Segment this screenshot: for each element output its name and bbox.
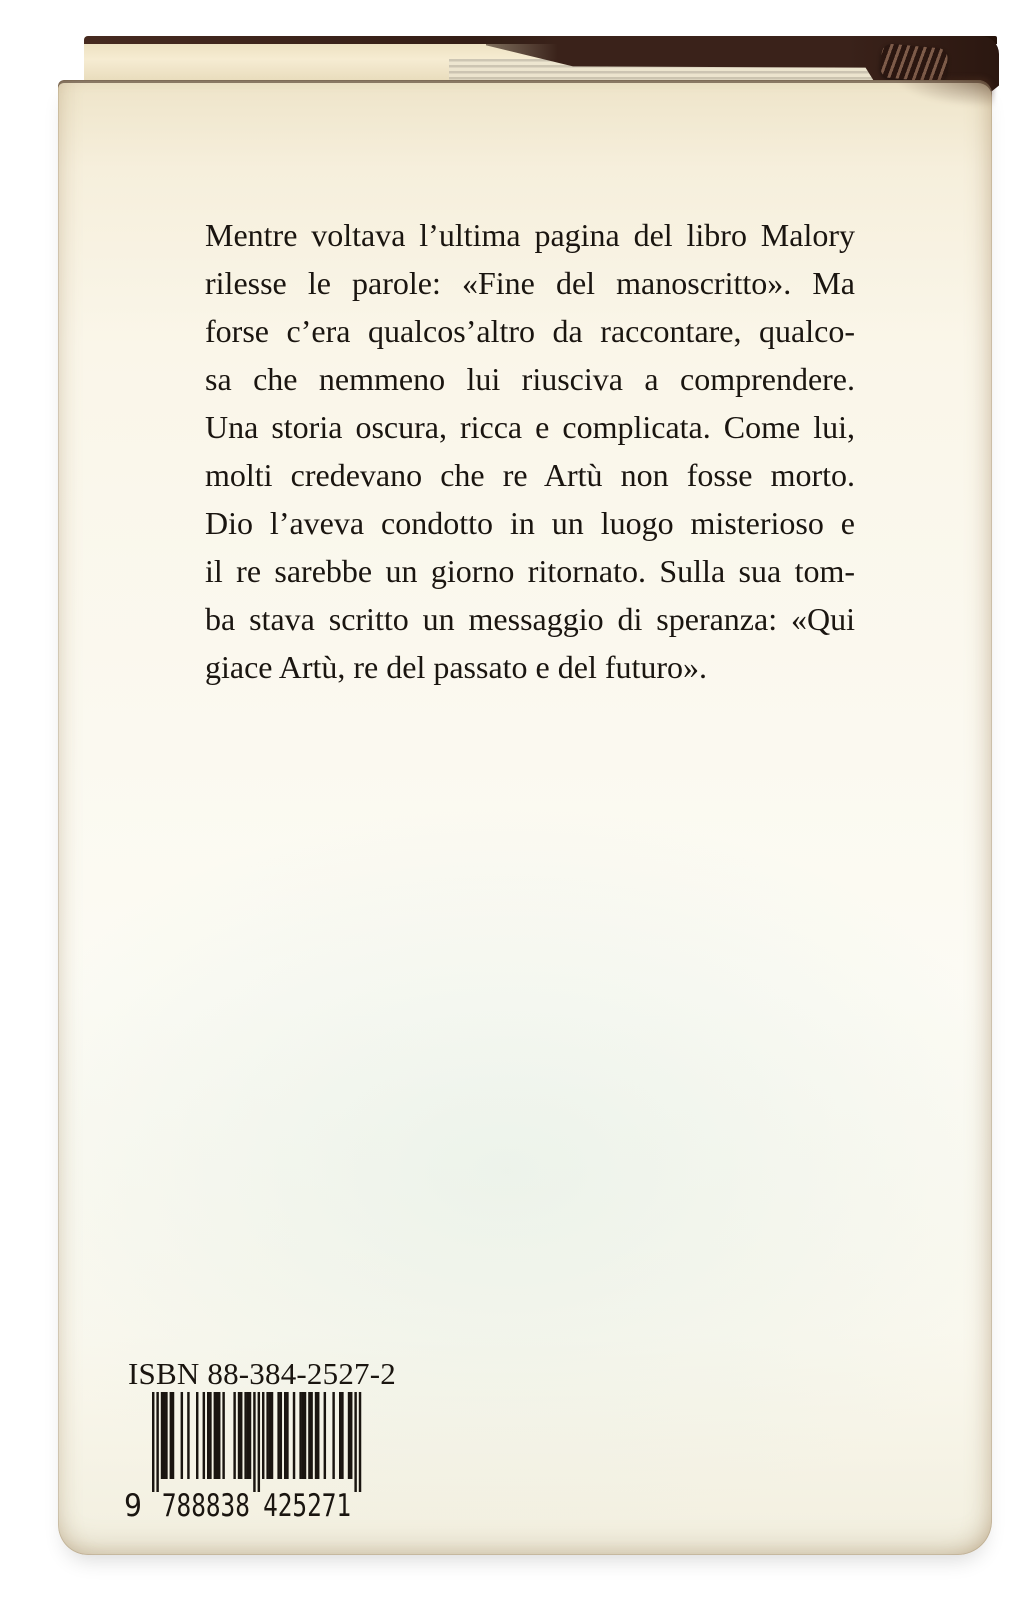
book-back-cover: [58, 80, 992, 1555]
blurb-line: Mentre voltava l’ultima pagina del libro Malory: [205, 217, 855, 253]
blurb-line: il re sarebbe un giorno ritornato. Sulla sua tom-: [205, 553, 855, 589]
blurb-line: ba stava scritto un messaggio di speranza: «Qui: [205, 601, 855, 637]
blurb-line: molti credevano che re Artù non fosse morto.: [205, 457, 855, 493]
blurb-line: sa che nemmeno lui riusciva a comprendere.: [205, 361, 855, 397]
blurb-line: giace Artù, re del passato e del futuro».: [205, 649, 708, 685]
blurb-text: [205, 211, 855, 691]
svg-text:9: 9: [124, 1488, 142, 1524]
top-right-corner-shadow: [834, 77, 994, 119]
blurb-line: rilesse le parole: «Fine del manoscritto». Ma: [205, 265, 855, 301]
blurb-line: forse c’era qualcos’altro da raccontare, qualco-: [205, 313, 855, 349]
ean13-barcode: [112, 1390, 382, 1525]
isbn-label: ISBN 88-384-2527-2: [128, 1356, 396, 1391]
svg-text:788838: 788838: [161, 1488, 250, 1524]
blurb-line: Una storia oscura, ricca e complicata. Come lui,: [205, 409, 855, 445]
blurb-line: Dio l’aveva condotto in un luogo misterioso e: [205, 505, 855, 541]
svg-text:425271: 425271: [263, 1488, 352, 1524]
